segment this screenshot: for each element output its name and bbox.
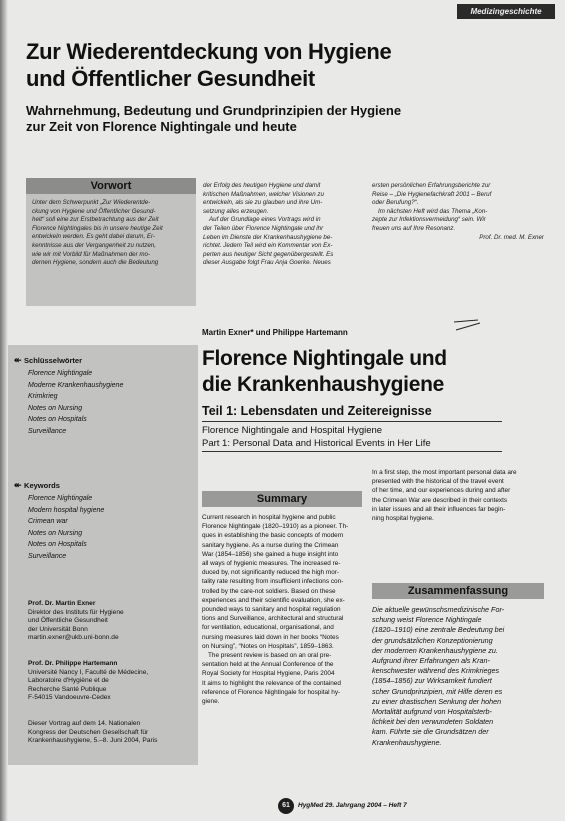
author-1-affiliation: Prof. Dr. Martin Exner Direktor des Instituts für Hygiene und Öffentliche Gesundheit der Universität Bonn martin.exner@ukb.uni-bonn.de xyxy=(28,600,193,643)
keyword-item: Krimkrieg xyxy=(28,393,58,400)
article-authors: Martin Exner* und Philippe Hartemann xyxy=(202,328,348,337)
summary-text: Current research in hospital hygiene and public Florence Nightingale (1820–1910) as a pioneer. Th- ques in establishing the basic concepts of modern sanitary hygiene. As a nurse during the Crimean War (1854–1856) she gained a huge insight into all ways of hygienic measures. The increased re- duced by, not significantly reduced the high mor- tality rate resulting from insufficient infections con- trolled by the care-not soldiers. Based on these experiences and their scientific evaluation, she ex- pounded ways to sanitary and hospital regulation tions and Surveillance, architectural and structural for ventilation, educational, organisational, and nursing measures laid down in her books “Notes on Nursing”, “Notes on Hospitals”, 1859–1863. The present review is based on an oral pre- sentation held at the Annual Conference of the Royal Society for Hospital Hygiene, Paris 2004 It aims to highlight the relevance of the contained reference of Florence Nightingale for hospital hy- giene. xyxy=(202,514,349,706)
journal-footer: HygMed 29. Jahrgang 2004 – Heft 7 xyxy=(298,802,407,809)
keyword-item: Moderne Krankenhaushygiene xyxy=(28,381,124,389)
keyword-item: Notes on Hospitals xyxy=(28,416,87,423)
handwritten-mark xyxy=(452,318,484,332)
main-subtitle xyxy=(26,103,546,135)
keyword-item: Notes on Nursing xyxy=(28,529,83,537)
author-1-name: Prof. Dr. Martin Exner xyxy=(28,600,96,607)
page-number: 61 xyxy=(278,798,294,814)
article-en-part: Part 1: Personal Data and Historical Events in Her Life xyxy=(202,438,431,449)
vorwort-box xyxy=(26,178,196,306)
vorwort-text: Unter dem Schwerpunkt „Zur Wiederentde- ckung von Hygiene und Öffentlicher Gesund- heit“ soll eine zur Erstbetrachtung aus der Zeit Florence Nightingales bis in unsere heutige Zeit entwickeln werden. Es geht dabei darum, Er- kenntnisse aus der Vergangenheit zu nutzen, wie wir mit Vorbild für Maßnahmen der mo- dernen Hygiene, sondern auch die Bedeutung xyxy=(32,199,163,267)
author-2-affiliation: Prof. Dr. Philippe Hartemann Université Nancy I, Faculté de Médecine, Laboratoire d'Hygiène et de Recherche Santé Publique F-54015 Vandoeuvre-Cedex xyxy=(28,660,193,703)
keywords-en-heading: Keywords xyxy=(24,481,60,490)
arrow-right-icon: ↞ xyxy=(14,355,25,365)
keywords-de-heading: Schlüsselwörter xyxy=(24,356,82,365)
keyword-item: Florence Nightingale xyxy=(28,370,93,377)
keywords-en xyxy=(14,475,194,562)
vorwort-column-3: ersten persönlichen Erfahrungsberichte zur Reise – „Die Hygienefachkraft 2001 – Beruf oder Berufung?“. Im nächsten Heft wird das Thema „Kon- zepte zur Infektionsvermeidung“ sein. Wir freuen uns auf Ihre Resonanz. Prof. Dr. med. M. Exner xyxy=(372,182,544,241)
article-en-title: Florence Nightingale and Hospital Hygiene xyxy=(202,425,383,436)
binding-shadow xyxy=(0,0,8,821)
main-subtitle-line: zur Zeit von Florence Nightingale und heute xyxy=(26,119,297,134)
keywords-de xyxy=(14,350,194,437)
keyword-item: Surveillance xyxy=(28,552,67,560)
summary-section xyxy=(202,491,362,706)
keyword-item: Modern hospital hygiene xyxy=(28,506,105,514)
section-tag: Medizingeschichte xyxy=(457,4,555,19)
divider xyxy=(202,421,502,422)
zusammenfassung-heading: Zusammenfassung xyxy=(372,583,544,599)
keyword-item: Notes on Hospitals xyxy=(28,541,87,548)
summary-heading: Summary xyxy=(202,491,362,507)
main-title-line: und Öffentlicher Gesundheit xyxy=(26,66,315,91)
keyword-item: Florence Nightingale xyxy=(28,495,93,502)
vorwort-heading: Vorwort xyxy=(26,178,196,194)
author-note: Dieser Vortrag auf dem 14. Nationalen Kongress der Deutschen Gesellschaft für Krankenhaushygiene, 5.–8. Juni 2004, Paris xyxy=(28,720,158,745)
main-title xyxy=(26,38,546,92)
keyword-item: Notes on Nursing xyxy=(28,404,83,412)
vorwort-column-2: der Erfolg des heutigen Hygiene und damit kritischen Maßnahmen, welcher Visionen zu entwickeln, als sie zu glauben und ihre Um- setzung alles erzeugen. Auf der Grundlage eines Vortrags wird in der Teilen über Florence Nightingale und ihr Leben im Dienste der Krankenhaushygiene be- richtet. Jedem Teil wird ein Kommentar von Ex- perten aus heutiger Sicht gegenübergestellt. Es dieser Ausgabe folgt Frau Anja Goerke. Neues xyxy=(203,182,334,267)
article-title: Florence Nightingale und die Krankenhaushygiene xyxy=(202,347,447,396)
author-2-name: Prof. Dr. Philippe Hartemann xyxy=(28,660,118,667)
zusammenfassung-text: Die aktuelle gewünschsmedizinische For- schung weist Florence Nightingale (1820–1910) eine zentrale Bedeutung bei der grundsätzlichen Konzeptionierung der modernen Krankenhaushygiene zu. Aufgrund ihrer Erfahrungen als Kran- kenschwester während des Krimkrieges (1854–1856) zur Wirksamkeit fundiert scher Grundprinzipien, mit Hilfe deren es zu einer drastischen Senkung der hohen Mortalität aufgrund von Hospitalsterb- lichkeit bei den verwundeten Soldaten kam. Führte sie die Grundsätzen der Krankenhaushygiene. xyxy=(372,605,505,747)
main-title-line: Zur Wiederentdeckung von Hygiene xyxy=(26,39,392,64)
main-subtitle-line: Wahrnehmung, Bedeutung und Grundprinzipien der Hygiene xyxy=(26,103,402,118)
article-part: Teil 1: Lebensdaten und Zeitereignisse xyxy=(202,404,432,418)
summary-continued: In a first step, the most important personal data are presented with the historical of the travel event of her time, and our experiences during and after the Crimean War are described in their contexts in later issues and all their influences far begin- ning hospital hygiene. xyxy=(372,469,517,523)
arrow-right-icon: ↞ xyxy=(14,480,25,490)
keyword-item: Surveillance xyxy=(28,427,67,435)
keyword-item: Crimean war xyxy=(28,518,68,525)
divider xyxy=(202,451,502,452)
zusammenfassung-section xyxy=(372,583,544,748)
